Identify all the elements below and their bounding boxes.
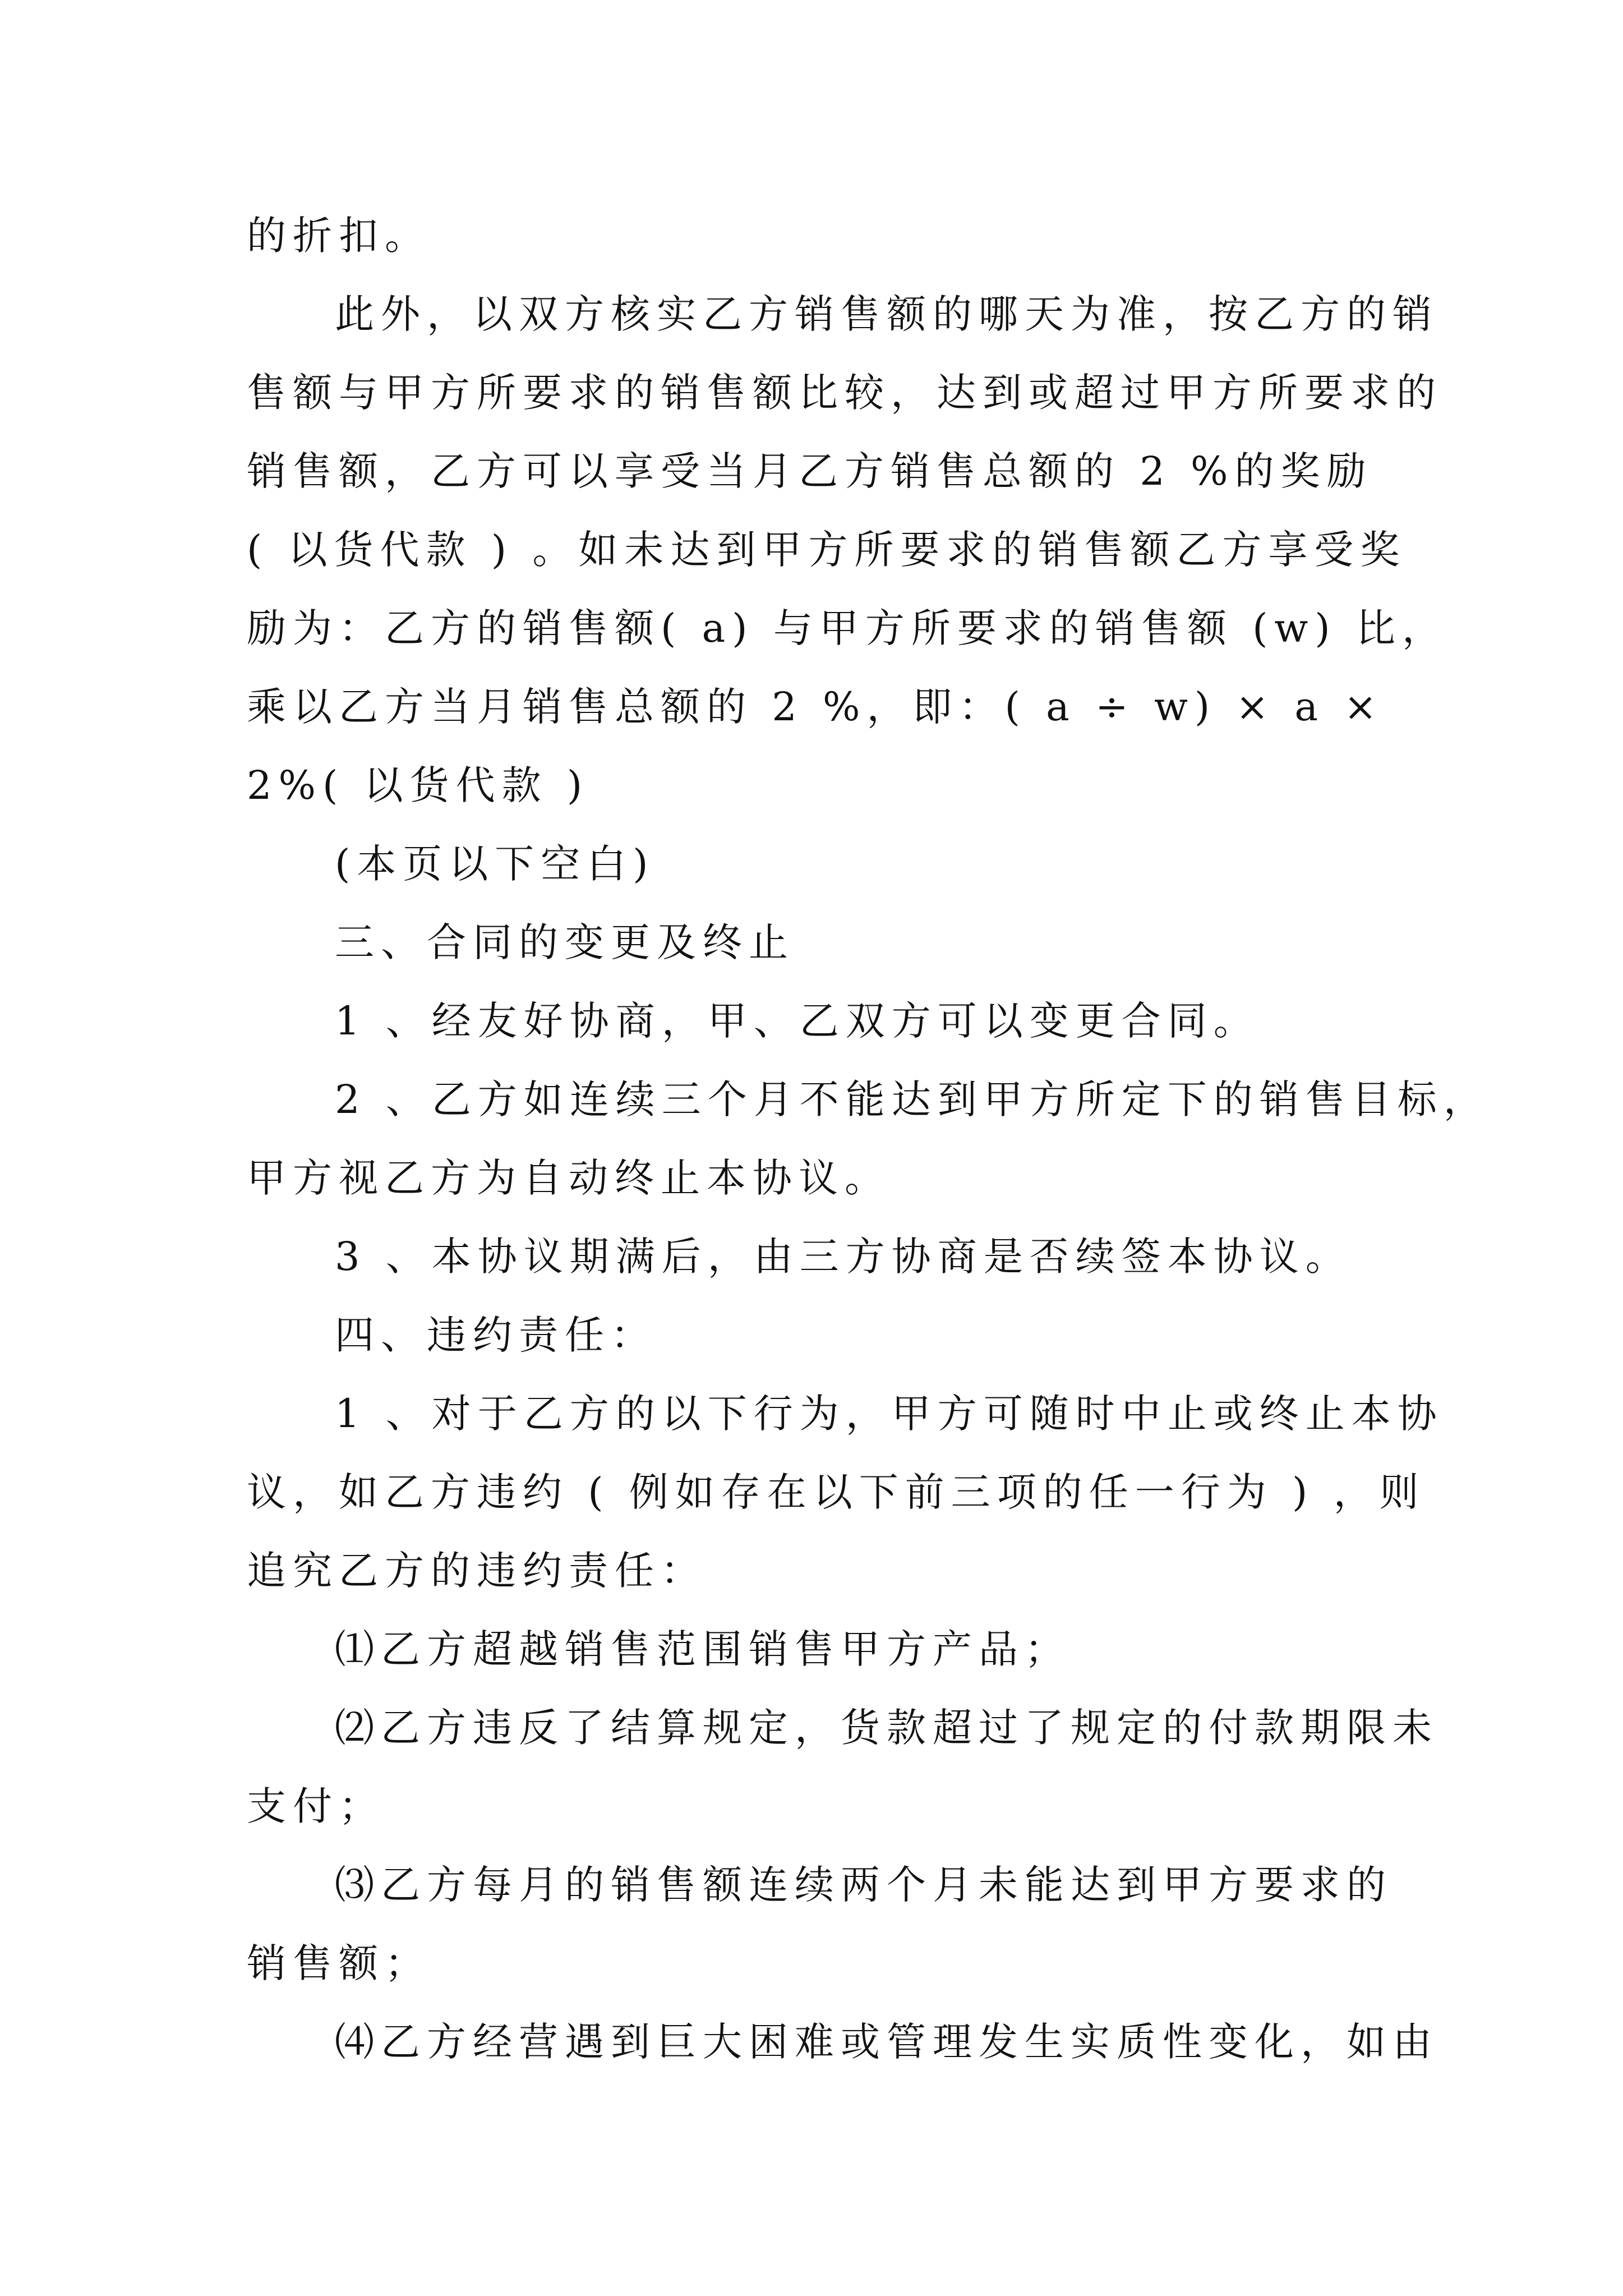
text-line: (本页以下空白) (335, 841, 655, 887)
section-heading: 四、违约责任： (335, 1312, 657, 1358)
text-line: 销售额； (247, 1940, 431, 1986)
list-item: ⑴乙方超越销售范围销售甲方产品； (335, 1626, 1071, 1672)
text-line: 议，如乙方违约 ( 例如存在以下前三项的任一行为 ) ，则 (247, 1469, 1426, 1515)
text-line: 1 、对于乙方的以下行为，甲方可随时中止或终止本协 (335, 1391, 1444, 1437)
text-line: 的折扣。 (247, 213, 431, 259)
text-line: 售额与甲方所要求的销售额比较，达到或超过甲方所要求的 (247, 370, 1442, 416)
text-line: 3 、本协议期满后，由三方协商是否续签本协议。 (335, 1234, 1352, 1280)
text-line: 1 、经友好协商，甲、乙双方可以变更合同。 (335, 998, 1260, 1044)
list-item: ⑶乙方每月的销售额连续两个月未能达到甲方要求的 (335, 1862, 1393, 1908)
text-line: 励为：乙方的销售额( a) 与甲方所要求的销售额 (w) 比， (247, 605, 1448, 651)
text-line: 乘以乙方当月销售总额的 2 %，即：( a ÷ w) × a × (247, 684, 1384, 730)
text-line: 甲方视乙方为自动终止本协议。 (247, 1155, 891, 1201)
text-line: 2 、乙方如连续三个月不能达到甲方所定下的销售目标， (335, 1076, 1490, 1122)
list-item: ⑵乙方违反了结算规定，货款超过了规定的付款期限未 (335, 1705, 1438, 1751)
text-line: 此外，以双方核实乙方销售额的哪天为准，按乙方的销 (335, 291, 1438, 337)
text-line: 追究乙方的违约责任： (247, 1548, 707, 1594)
list-item: ⑷乙方经营遇到巨大困难或管理发生实质性变化，如由 (335, 2019, 1438, 2065)
text-line: 2%( 以货代款 ) (247, 762, 589, 808)
text-line: 销售额，乙方可以享受当月乙方销售总额的 2 %的奖励 (247, 448, 1373, 494)
text-line: ( 以货代款 ) 。如未达到甲方所要求的销售额乙方享受奖 (247, 527, 1407, 573)
section-heading: 三、合同的变更及终止 (335, 919, 795, 965)
text-line: 支付； (247, 1783, 385, 1829)
